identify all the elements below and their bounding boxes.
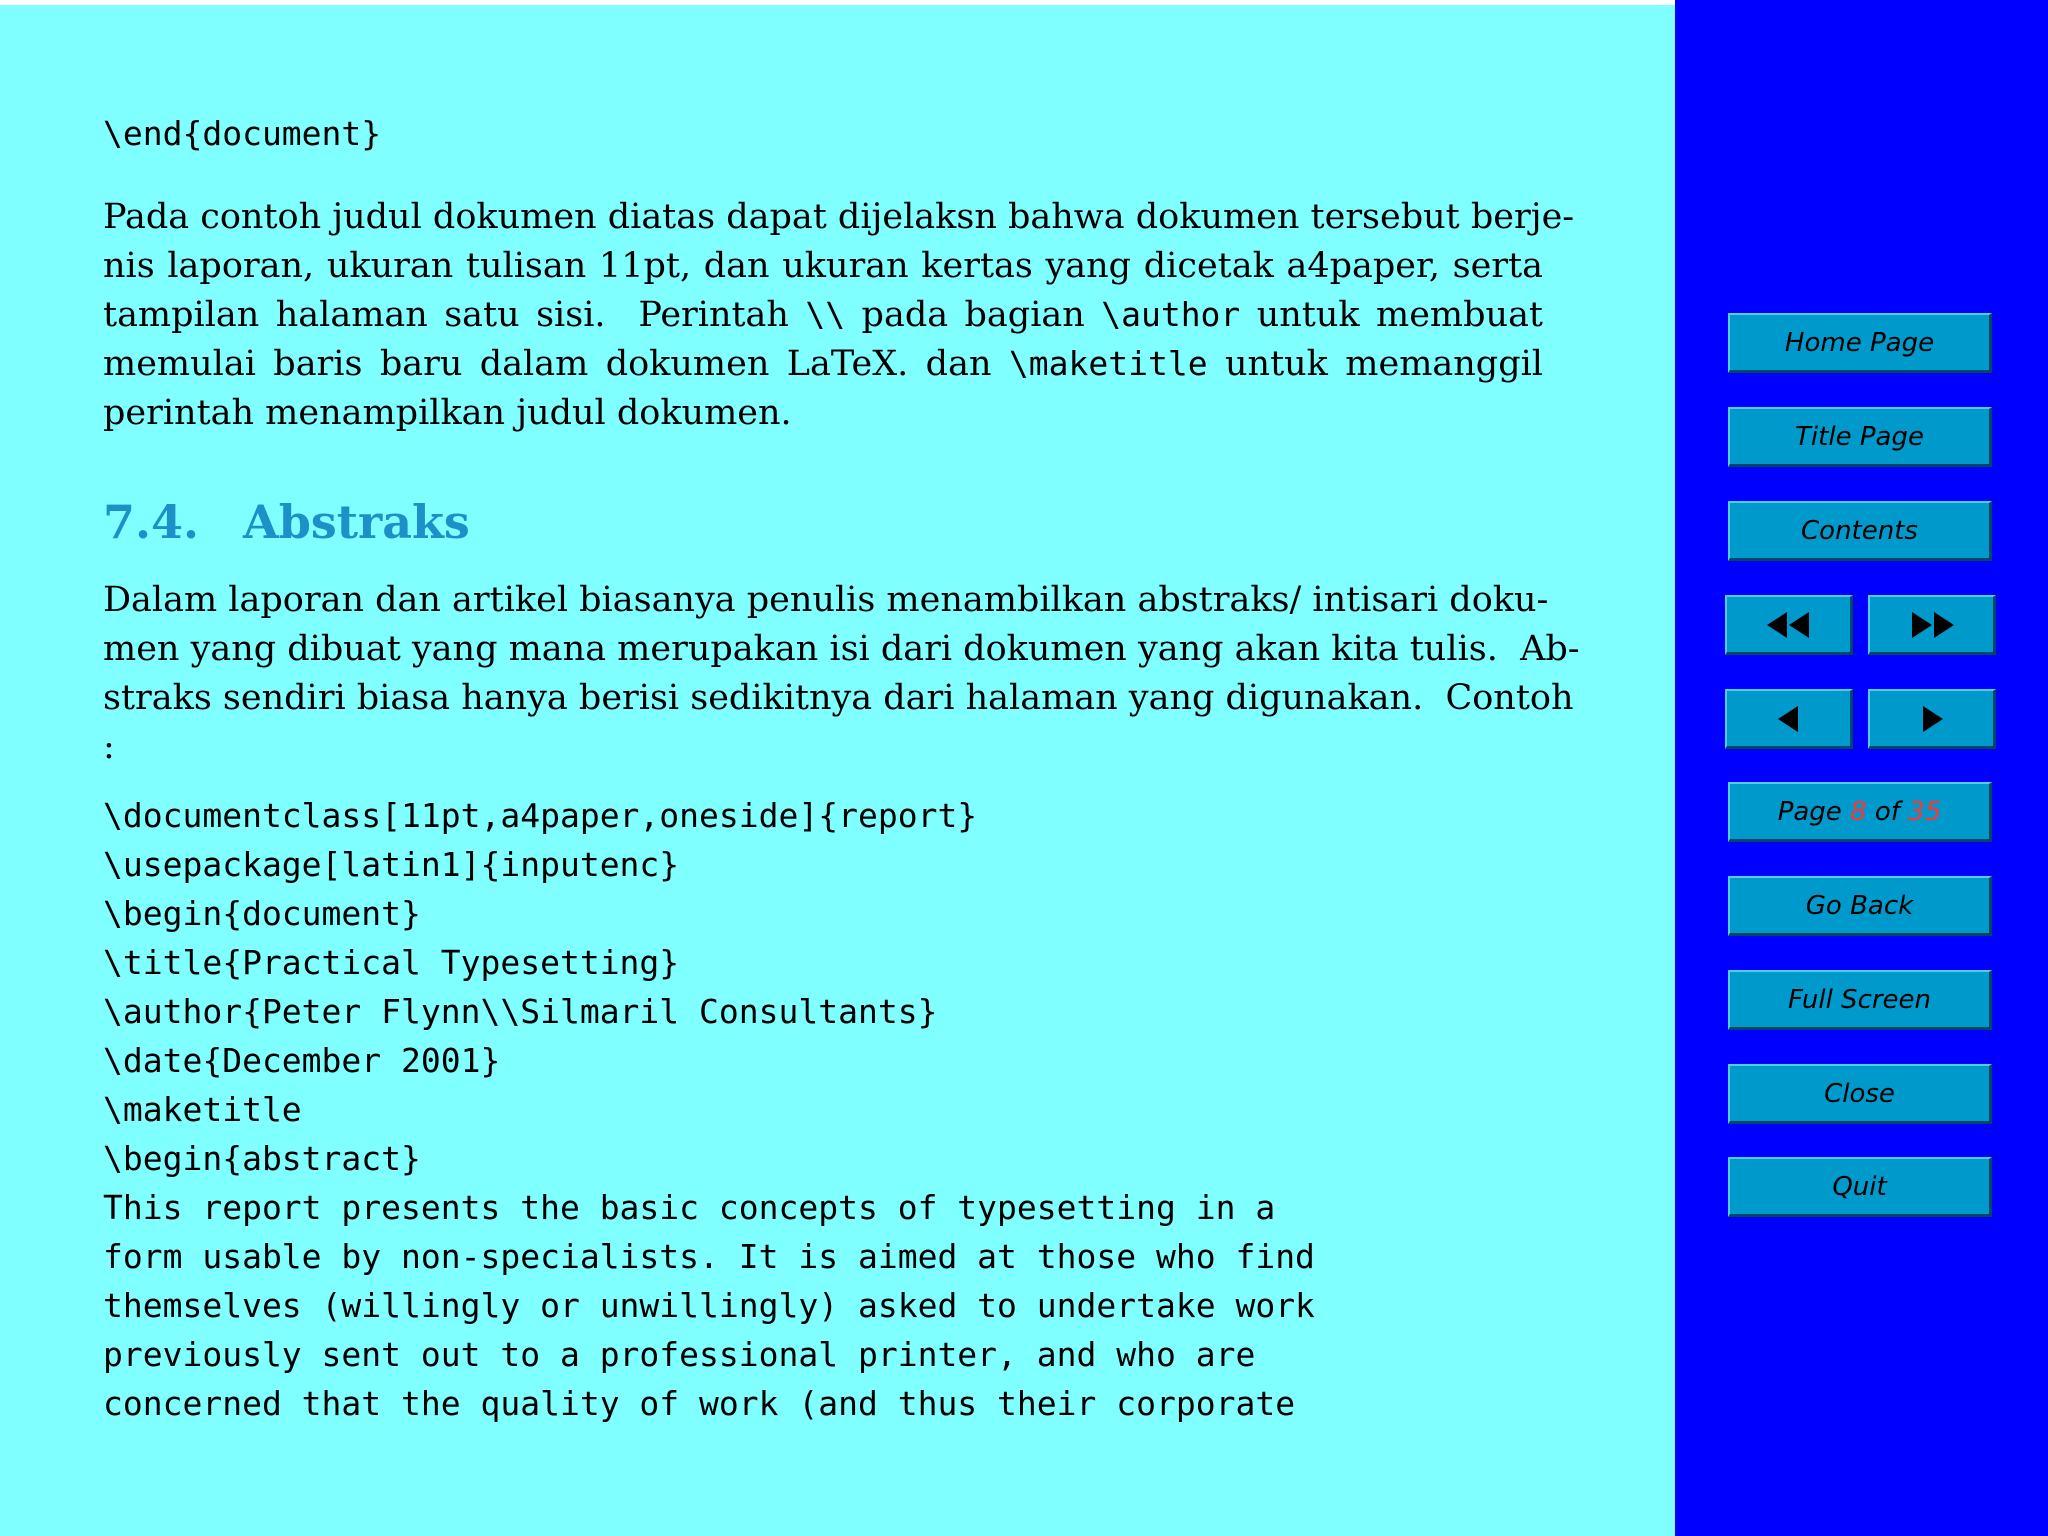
code-line: \date{December 2001}	[103, 1041, 501, 1080]
button-label: Title Page	[1795, 421, 1924, 452]
code-end-document: \end{document}	[103, 114, 382, 153]
paragraph-line: straks sendiri biasa hanya berisi sedikitnya dari halaman yang digunakan. Contoh	[103, 678, 1574, 718]
paragraph-line	[103, 344, 1543, 384]
section-heading	[103, 495, 470, 549]
code-line: \usepackage[latin1]{inputenc}	[103, 845, 680, 884]
contents-button[interactable]	[1728, 501, 1992, 561]
inline-code: \author	[1101, 295, 1241, 334]
button-label: Full Screen	[1787, 984, 1932, 1015]
current-page-number: 8	[1850, 796, 1867, 827]
text-segment: untuk membuat	[1240, 295, 1543, 335]
home-page-button[interactable]	[1728, 313, 1992, 373]
code-line: This report presents the basic concepts of typesetting in a	[103, 1188, 1276, 1227]
button-label: Contents	[1801, 515, 1918, 546]
code-line: \begin{document}	[103, 894, 421, 933]
full-screen-button[interactable]	[1728, 970, 1992, 1030]
code-line: \author{Peter Flynn\\Silmaril Consultants}	[103, 992, 938, 1031]
text-segment: . dan	[897, 344, 1009, 384]
page-prefix: Page	[1777, 796, 1851, 827]
button-label: Home Page	[1784, 327, 1935, 358]
double-left-arrow-icon	[1767, 612, 1811, 638]
go-back-button[interactable]	[1728, 876, 1992, 936]
previous-page-button[interactable]	[1725, 689, 1853, 749]
section-title: Abstraks	[243, 495, 470, 549]
button-label: Quit	[1832, 1171, 1887, 1202]
last-page-button[interactable]	[1868, 595, 1996, 655]
code-line: \title{Practical Typesetting}	[103, 943, 680, 982]
code-line: \documentclass[11pt,a4paper,oneside]{report}	[103, 796, 978, 835]
double-right-arrow-icon	[1910, 612, 1954, 638]
text-segment: pada bagian	[845, 295, 1102, 335]
button-label: Close	[1824, 1078, 1895, 1109]
paragraph-line: nis laporan, ukuran tulisan 11pt, dan ukuran kertas yang dicetak a4paper, serta	[103, 246, 1543, 286]
paragraph-line	[103, 295, 1543, 335]
code-line: \begin{abstract}	[103, 1139, 421, 1178]
code-line: themselves (willingly or unwillingly) asked to undertake work	[103, 1286, 1315, 1325]
code-line: concerned that the quality of work (and thus their corporate	[103, 1384, 1296, 1423]
paragraph-line: Dalam laporan dan artikel biasanya penulis menambilkan abstraks/ intisari doku-	[103, 580, 1549, 620]
text-segment: tampilan halaman satu sisi. Perintah	[103, 295, 806, 335]
code-line: form usable by non-specialists. It is aimed at those who find	[103, 1237, 1315, 1276]
right-arrow-icon	[1921, 706, 1943, 732]
next-page-button[interactable]	[1868, 689, 1996, 749]
latex-logo: LaTeX	[786, 344, 898, 384]
first-page-button[interactable]	[1725, 595, 1853, 655]
button-label: Go Back	[1805, 890, 1914, 921]
page-indicator	[1728, 782, 1992, 842]
paragraph-line: men yang dibuat yang mana merupakan isi dari dokumen yang akan kita tulis. Ab-	[103, 629, 1580, 669]
close-button[interactable]	[1728, 1064, 1992, 1124]
document-content	[0, 5, 1675, 1536]
quit-button[interactable]	[1728, 1157, 1992, 1217]
paragraph-line: perintah menampilkan judul dokumen.	[103, 393, 792, 433]
left-arrow-icon	[1778, 706, 1800, 732]
code-line: previously sent out to a professional printer, and who are	[103, 1335, 1256, 1374]
total-pages-number: 35	[1908, 796, 1942, 827]
paragraph-line: Pada contoh judul dokumen diatas dapat dijelaksn bahwa dokumen tersebut berje-	[103, 197, 1575, 237]
navigation-sidebar	[1675, 0, 2048, 1536]
section-number: 7.4.	[103, 495, 200, 549]
title-page-button[interactable]	[1728, 407, 1992, 467]
inline-code: \\	[805, 295, 846, 334]
paragraph-line: :	[103, 727, 115, 767]
page-of: of	[1866, 796, 1909, 827]
inline-code: \maketitle	[1008, 344, 1208, 383]
code-line: \maketitle	[103, 1090, 302, 1129]
text-segment: memulai baris baru dalam dokumen	[103, 344, 787, 384]
text-segment: untuk memanggil	[1207, 344, 1543, 384]
